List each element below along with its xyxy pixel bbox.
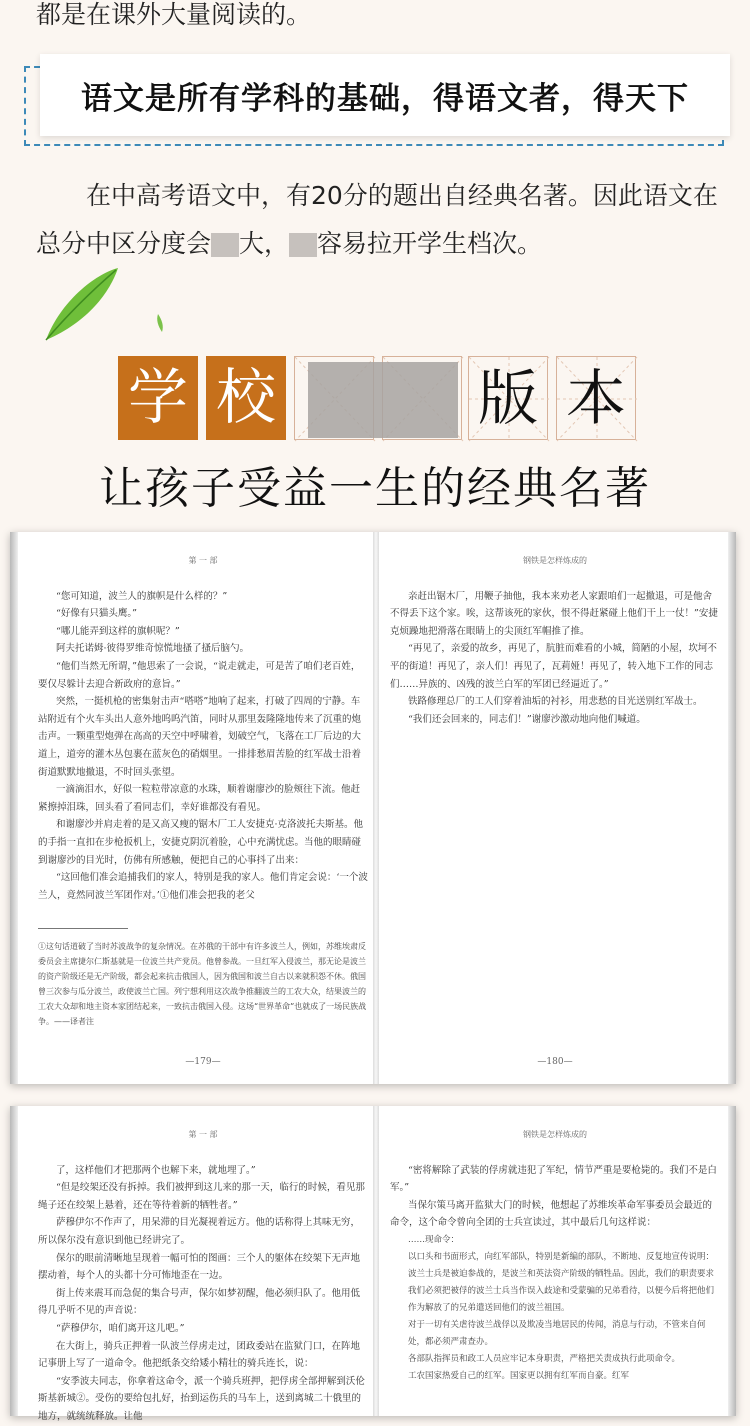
book-spread-1 — [10, 532, 736, 1084]
text-paragraph: 一滴滴泪水，好似一粒粒带凉意的水珠，顺着谢廖沙的脸颊往下流。他赶紧擦掉泪珠，回头看了看同志们，幸好谁都没有看见。 — [38, 784, 361, 813]
text-paragraph: 在大街上，骑兵正押着一队波兰俘虏走过，团政委站在监狱门口，在阵地记事册上写了一道命令。他把纸条交给矮小精壮的骑兵连长，说： — [38, 1340, 361, 1370]
title-char-4-tile — [556, 356, 636, 440]
text-paragraph: 亲赶出锯木厂，用鞭子抽他，我本来劝老人家跟咱们一起撤退，可是他舍不得丢下这个家。唉，这帮该死的家伙，恨不得赶紧碰上他们干上一仗！”安捷克烦躁地把滑落在眼睛上的尖顶红军帽推了推。 — [390, 590, 718, 637]
text-paragraph: 保尔的眼前清晰地呈现着一幅可怕的图画：三个人的躯体在绞架下无声地摆动着，每个人的头都十分可怖地歪在一边。 — [38, 1252, 361, 1282]
page-right — [390, 1106, 720, 1416]
title-char-1: 学 — [118, 356, 198, 440]
text-paragraph: 铁路修理总厂的工人们穿着油垢的衬衫，用悲愁的目光送别红军战士。 — [408, 696, 703, 708]
quote-paragraph: 对于一切有关虐待波兰战俘以及欺凌当地居民的传闻，消息与行动，不管来自何处，都必须严肃查办。 — [408, 1319, 706, 1347]
page-header: 第 一 部 — [188, 556, 218, 565]
text-paragraph: “再见了，亲爱的故乡，再见了，肮脏而难看的小城，简陋的小屋，坎坷不平的街道！再见了，亲人们！再见了，瓦莉娅！再见了，转入地下工作的同志们……异族的、凶残的波兰白军的军团已经逼近了。” — [390, 643, 717, 690]
title-char-4: 本 — [566, 364, 626, 434]
page-left-179 — [38, 532, 368, 1084]
page-edge — [10, 532, 18, 1084]
text-paragraph: 突然，一挺机枪的密集射击声“嗒嗒”地响了起来，打破了四周的宁静。车站附近有个火车头出人意外地呜呜汽笛，同时从那里轰隆隆地传来了沉重的炮击声。一颗重型炮弹在高高的天空中呼啸着，划破空气，飞落在工厂后边的大道上，道旁的灌木丛包裹在蓝灰色的硝烟里。一排排愁眉苦脸的红军战士沿着街道默默地撤退，不时回头张望。 — [38, 696, 362, 778]
intro-line: 都是在课外大量阅读的。 — [36, 0, 312, 29]
quote-paragraph: 工农国家热爱自己的红军。国家更以拥有红军而自豪。红军 — [408, 1370, 630, 1381]
title-char-2: 校 — [206, 356, 286, 440]
text-paragraph: 了，这样他们才把那两个也解下来，就地埋了。” — [56, 1164, 256, 1176]
paragraph-part-1: 在中高考语文中，有20分的题出自经典名著。因此语文在总分中区分度会 — [36, 181, 718, 258]
quote-paragraph: 以口头和书面形式，向红军部队，特别是新编的部队，不断地、反复地宣传说明：波兰士兵是被迫参战的，是波兰和英法资产阶级的牺牲品。因此，我们的职责要求我们必须把被俘的波兰士兵当作误入歧途和受蒙骗的兄弟看待，以便今后将把他们作为解放了的兄弟遣送回他们的波兰祖国。 — [408, 1251, 715, 1313]
quote-paragraph: 各部队指挥员和政工人员应牢记本身职责，严格把关责成执行此项命令。 — [408, 1353, 681, 1364]
page-edge — [728, 1106, 736, 1416]
title-char-3-tile — [468, 356, 548, 440]
page-header: 第 一 部 — [188, 1130, 218, 1139]
page-number: —180— — [537, 1057, 573, 1068]
paragraph-part-3: 容易拉开学生档次。 — [317, 229, 543, 258]
blurred-text — [289, 233, 317, 257]
page-edge — [10, 1106, 18, 1416]
book-spine — [373, 532, 379, 1084]
text-paragraph: “哪儿能弄到这样的旗帜呢？” — [56, 625, 180, 637]
leaf-icon — [40, 262, 170, 346]
text-paragraph: “但是绞架还没有拆掉。我们被押到这儿来的那一天，临行的时候，看见那绳子还在绞架上悬着，还在等待着新的牺牲者。” — [38, 1182, 365, 1211]
paragraph-part-2: 大， — [239, 229, 290, 258]
text-paragraph: “您可知道，波兰人的旗帜是什么样的？” — [56, 590, 228, 602]
footnote: ①这句话道破了当时苏波战争的复杂情况。在苏俄的干部中有许多波兰人，例如，苏维埃肃反委员会主席捷尔仁斯基就是一位波兰共产党员。他曾参战。一旦红军入侵波兰，那无论是波兰的资产阶级还是无产阶级，都会起来抗击俄国人，因为俄国和波兰自古以来就积怨不休。俄国曾三次参与瓜分波兰，政使波兰亡国。列宁想利用这次战争推翻波兰的工农大众，结果波兰的工农大众却和地主资本家团结起来，一致抗击俄国入侵。这场“世界革命”也就成了一场民族战争。——译者注 — [38, 942, 367, 1027]
quote-lead: ……现命令： — [408, 1234, 460, 1245]
text-paragraph: “他们当然无所谓，”他思索了一会说，“说走就走，可是苦了咱们老百姓，要仅尽躲计去迎合新政府的意旨。” — [38, 660, 361, 690]
slogan-box — [24, 66, 724, 146]
text-paragraph: 当保尔策马离开监狱大门的时候，他想起了苏维埃革命军事委员会最近的命令，这个命令曾向全团的士兵宣读过，其中最后几句这样说： — [390, 1199, 713, 1229]
footnote-rule — [38, 928, 128, 929]
page-right-180 — [390, 532, 720, 1084]
page-header: 钢铁是怎样炼成的 — [523, 556, 587, 565]
text-paragraph: “我们还会回来的，同志们！”谢廖沙激动地向他们喊道。 — [408, 713, 646, 725]
exam-paragraph — [36, 172, 726, 268]
page-left — [38, 1106, 368, 1422]
subtitle: 让孩子受益一生的经典名著 — [99, 463, 651, 514]
title-char-3: 版 — [478, 364, 538, 434]
page-header: 钢铁是怎样炼成的 — [523, 1130, 587, 1139]
text-paragraph: 和谢廖沙并肩走着的是又高又瘦的锯木厂工人安捷克·克洛波托夫斯基。他的手指一直扣在步枪扳机上，安捷克阴沉着脸，心中充满忧虑。当他的眼睛碰到谢廖沙的目光时，仿佛有所感触，便把自己的心事抖了出来： — [38, 819, 364, 866]
text-paragraph: 萨穆伊尔不作声了，用呆滞的目光凝视着远方。他的话称得上其味无穷，所以保尔没有意识到他已经讲完了。 — [38, 1217, 361, 1246]
text-paragraph: “安季波夫同志，你拿着这命令，派一个骑兵班押，把俘虏全部押解到沃伦斯基新城②。受伤的要给包扎好，抬到运伤兵的马车上，送到离城二十俄里的地方，就统统释放。让他 — [38, 1375, 365, 1422]
text-paragraph: “密将解除了武装的俘虏就违犯了军纪，情节严重是要枪毙的。我们不是白军。” — [390, 1164, 717, 1194]
text-paragraph: “好像有只猫头鹰。” — [56, 608, 137, 620]
page-number: —179— — [185, 1057, 221, 1068]
book-spread-2 — [10, 1106, 736, 1422]
blurred-title-chars — [308, 362, 458, 438]
text-paragraph: “萨穆伊尔，咱们离开这儿吧。” — [56, 1322, 185, 1334]
page-edge — [728, 532, 736, 1084]
text-paragraph: 街上传来震耳而急促的集合号声，保尔如梦初醒，他必须归队了。他用低得几乎听不见的声音说： — [38, 1287, 361, 1317]
text-paragraph: 阿夫托诺姆·彼得罗维奇惊慌地搔了搔后脑勺。 — [56, 643, 250, 655]
text-paragraph: “这回他们准会追捕我们的家人，特别是我的家人。他们肯定会说：‘一个波兰人，竟然同波兰军团作对。’①他们准会把我的老父 — [38, 872, 368, 901]
book-spine — [373, 1106, 379, 1416]
slogan-text: 语文是所有学科的基础，得语文者，得天下 — [40, 54, 730, 136]
blurred-text — [211, 233, 239, 257]
